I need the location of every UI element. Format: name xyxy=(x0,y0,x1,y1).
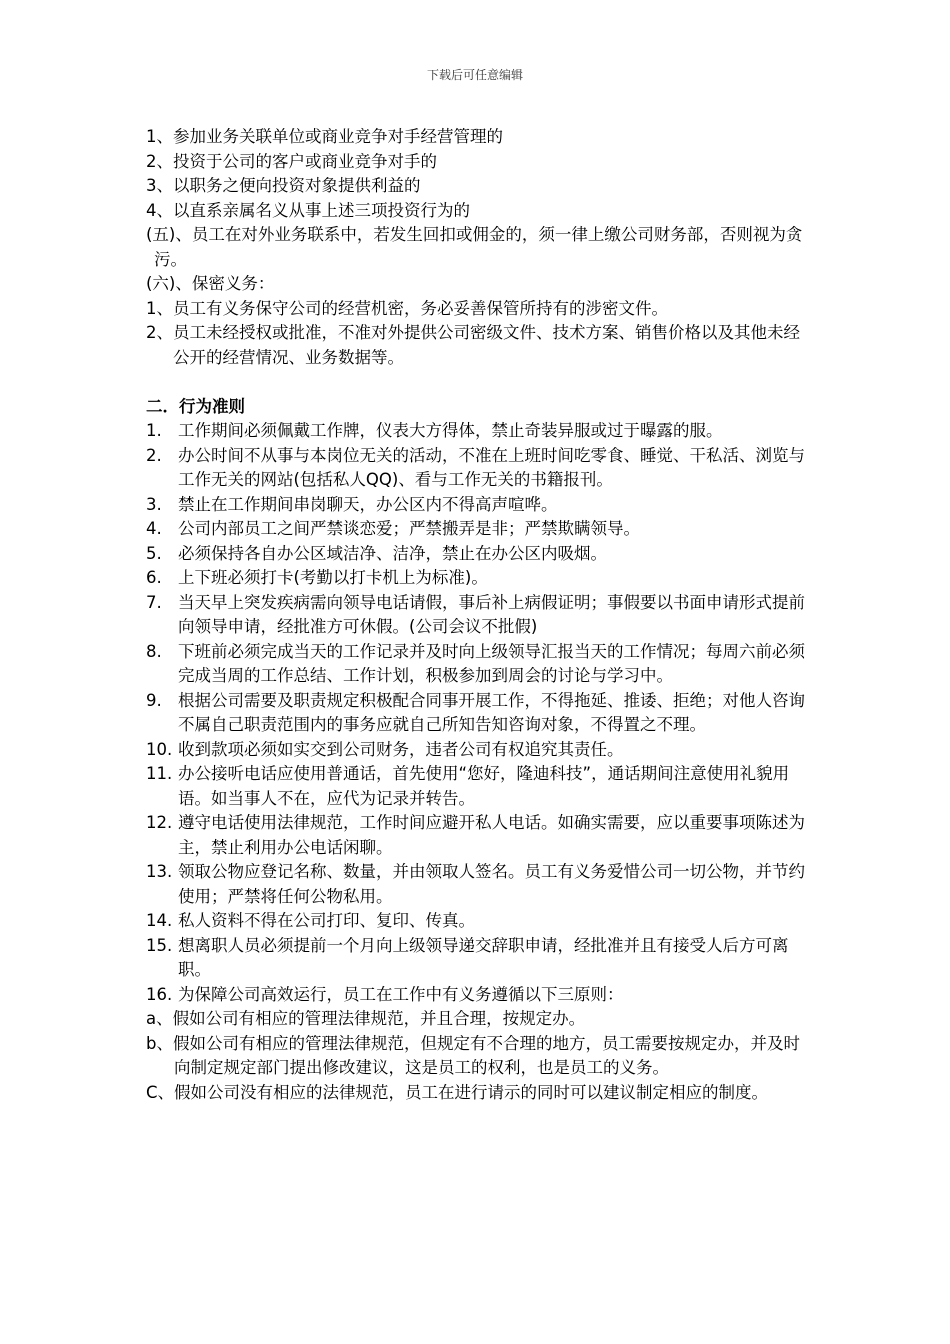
rule-text: 想离职人员必须提前一个月向上级领导递交辞职申请，经批准并且有接受人后方可离职。 xyxy=(178,935,789,979)
item-text: 员工未经授权或批准，不准对外提供公司密级文件、技术方案、销售价格以及其他未经公开的经营情况、业务数据等。 xyxy=(173,323,800,367)
rule-item xyxy=(146,689,811,738)
list-item xyxy=(146,199,811,224)
item-number: 3、 xyxy=(146,176,173,195)
rule-item xyxy=(146,738,811,763)
item-number: 1、 xyxy=(146,127,173,146)
rule-text: 为保障公司高效运行，员工在工作中有义务遵循以下三原则： xyxy=(178,984,624,1004)
rule-text: 私人资料不得在公司打印、复印、传真。 xyxy=(178,911,475,930)
rule-number: 5. xyxy=(146,543,162,563)
list-item xyxy=(146,297,811,322)
rule-text: 领取公物应登记名称、数量，并由领取人签名。员工有义务爱惜公司一切公物，并节约使用；严禁将任何公物私用。 xyxy=(178,862,805,906)
rule-number: 16. xyxy=(146,984,173,1004)
rule-text: 遵守电话使用法律规范，工作时间应避开私人电话。如确实需要，应以重要事项陈述为主，禁止利用办公电话闲聊。 xyxy=(178,813,805,857)
rule-text: 工作期间必须佩戴工作牌，仪表大方得体，禁止奇装异服或过于曝露的服。 xyxy=(178,421,723,440)
rule-text: 下班前必须完成当天的工作记录并及时向上级领导汇报当天的工作情况；每周六前必须完成当周的工作总结、工作计划，积极参加到周会的讨论与学习中。 xyxy=(178,641,805,685)
rule-text: 办公接听电话应使用普通话，首先使用“您好，隆迪科技”，通话期间注意使用礼貌用语。如当事人不在，应代为记录并转告。 xyxy=(178,764,790,808)
rule-number: 4. xyxy=(146,519,162,538)
rule-item xyxy=(146,811,811,860)
principle-c: C、假如公司没有相应的法律规范，员工在进行请示的同时可以建议制定相应的制度。 xyxy=(146,1082,769,1102)
rule-number: 12. xyxy=(146,813,173,832)
section-heading: 二．行为准则 xyxy=(146,396,245,416)
rule-item xyxy=(146,860,811,909)
spacer xyxy=(146,370,811,395)
item-text: 以职务之便向投资对象提供利益的 xyxy=(173,176,421,195)
rule-number: 14. xyxy=(146,911,173,930)
item-text: 员工有义务保守公司的经营机密，务必妥善保管所持有的涉密文件。 xyxy=(173,298,668,318)
rule-number: 1. xyxy=(146,421,162,440)
rule-item xyxy=(146,542,811,567)
rule-number: 9. xyxy=(146,690,162,710)
rule-number: 7. xyxy=(146,592,162,612)
rule-number: 8. xyxy=(146,641,162,661)
list-item xyxy=(146,321,811,370)
rule-item xyxy=(146,419,811,444)
rule-text: 收到款项必须如实交到公司财务，违者公司有权追究其责任。 xyxy=(178,739,624,759)
rule-number: 3. xyxy=(146,494,162,514)
rule-number: 10. xyxy=(146,739,173,759)
rule-item xyxy=(146,640,811,689)
paragraph-kickback: (五)、员工在对外业务联系中，若发生回扣或佣金的，须一律上缴公司财务部，否则视为贪污。 xyxy=(146,225,803,269)
item-text: 投资于公司的客户或商业竞争对手的 xyxy=(173,151,437,171)
rule-text: 公司内部员工之间严禁谈恋爱；严禁搬弄是非；严禁欺瞒领导。 xyxy=(178,519,640,538)
rule-item xyxy=(146,591,811,640)
rule-text: 必须保持各自办公区域洁净、洁净，禁止在办公区内吸烟。 xyxy=(178,543,607,563)
principle-a: a、假如公司有相应的管理法律规范，并且合理，按规定办。 xyxy=(146,1009,586,1028)
document-body xyxy=(146,125,811,1105)
rule-item xyxy=(146,566,811,591)
principle-b: b、假如公司有相应的管理法律规范，但规定有不合理的地方，员工需要按规定办，并及时向制定规定部门提出修改建议，这是员工的权利，也是员工的义务。 xyxy=(146,1033,800,1077)
item-text: 参加业务关联单位或商业竞争对手经营管理的 xyxy=(173,127,503,146)
rule-item xyxy=(146,934,811,983)
item-number: 2、 xyxy=(146,151,173,171)
rule-item xyxy=(146,493,811,518)
page-header: 下载后可任意编辑 xyxy=(426,68,523,82)
list-item xyxy=(146,150,811,175)
rule-text: 上下班必须打卡(考勤以打卡机上为标准)。 xyxy=(178,568,488,587)
rule-text: 当天早上突发疾病需向领导电话请假，事后补上病假证明；事假要以书面申请形式提前向领导申请，经批准方可休假。(公司会议不批假) xyxy=(178,592,805,636)
list-item xyxy=(146,125,811,150)
item-text: 以直系亲属名义从事上述三项投资行为的 xyxy=(173,200,470,220)
list-item xyxy=(146,174,811,199)
rule-text: 根据公司需要及职责规定积极配合同事开展工作，不得拖延、推诿、拒绝；对他人咨询不属自己职责范围内的事务应就自己所知告知咨询对象，不得置之不理。 xyxy=(178,690,805,734)
item-number: 2、 xyxy=(146,323,173,342)
rule-number: 11. xyxy=(146,764,173,783)
rule-number: 6. xyxy=(146,568,162,587)
rule-text: 禁止在工作期间串岗聊天，办公区内不得高声喧哗。 xyxy=(178,494,558,514)
rule-item xyxy=(146,762,811,811)
rule-item xyxy=(146,909,811,934)
rule-number: 2. xyxy=(146,445,162,465)
rule-number: 15. xyxy=(146,935,173,955)
rule-text: 办公时间不从事与本岗位无关的活动，不准在上班时间吃零食、睡觉、干私活、浏览与工作无关的网站(包括私人QQ)、看与工作无关的书籍报刊。 xyxy=(178,445,805,489)
item-number: 1、 xyxy=(146,298,173,318)
rule-number: 13. xyxy=(146,862,173,881)
rule-item xyxy=(146,444,811,493)
paragraph-confidentiality-title: (六)、保密义务： xyxy=(146,274,275,293)
rule-item xyxy=(146,983,811,1008)
item-number: 4、 xyxy=(146,200,173,220)
rule-item xyxy=(146,517,811,542)
